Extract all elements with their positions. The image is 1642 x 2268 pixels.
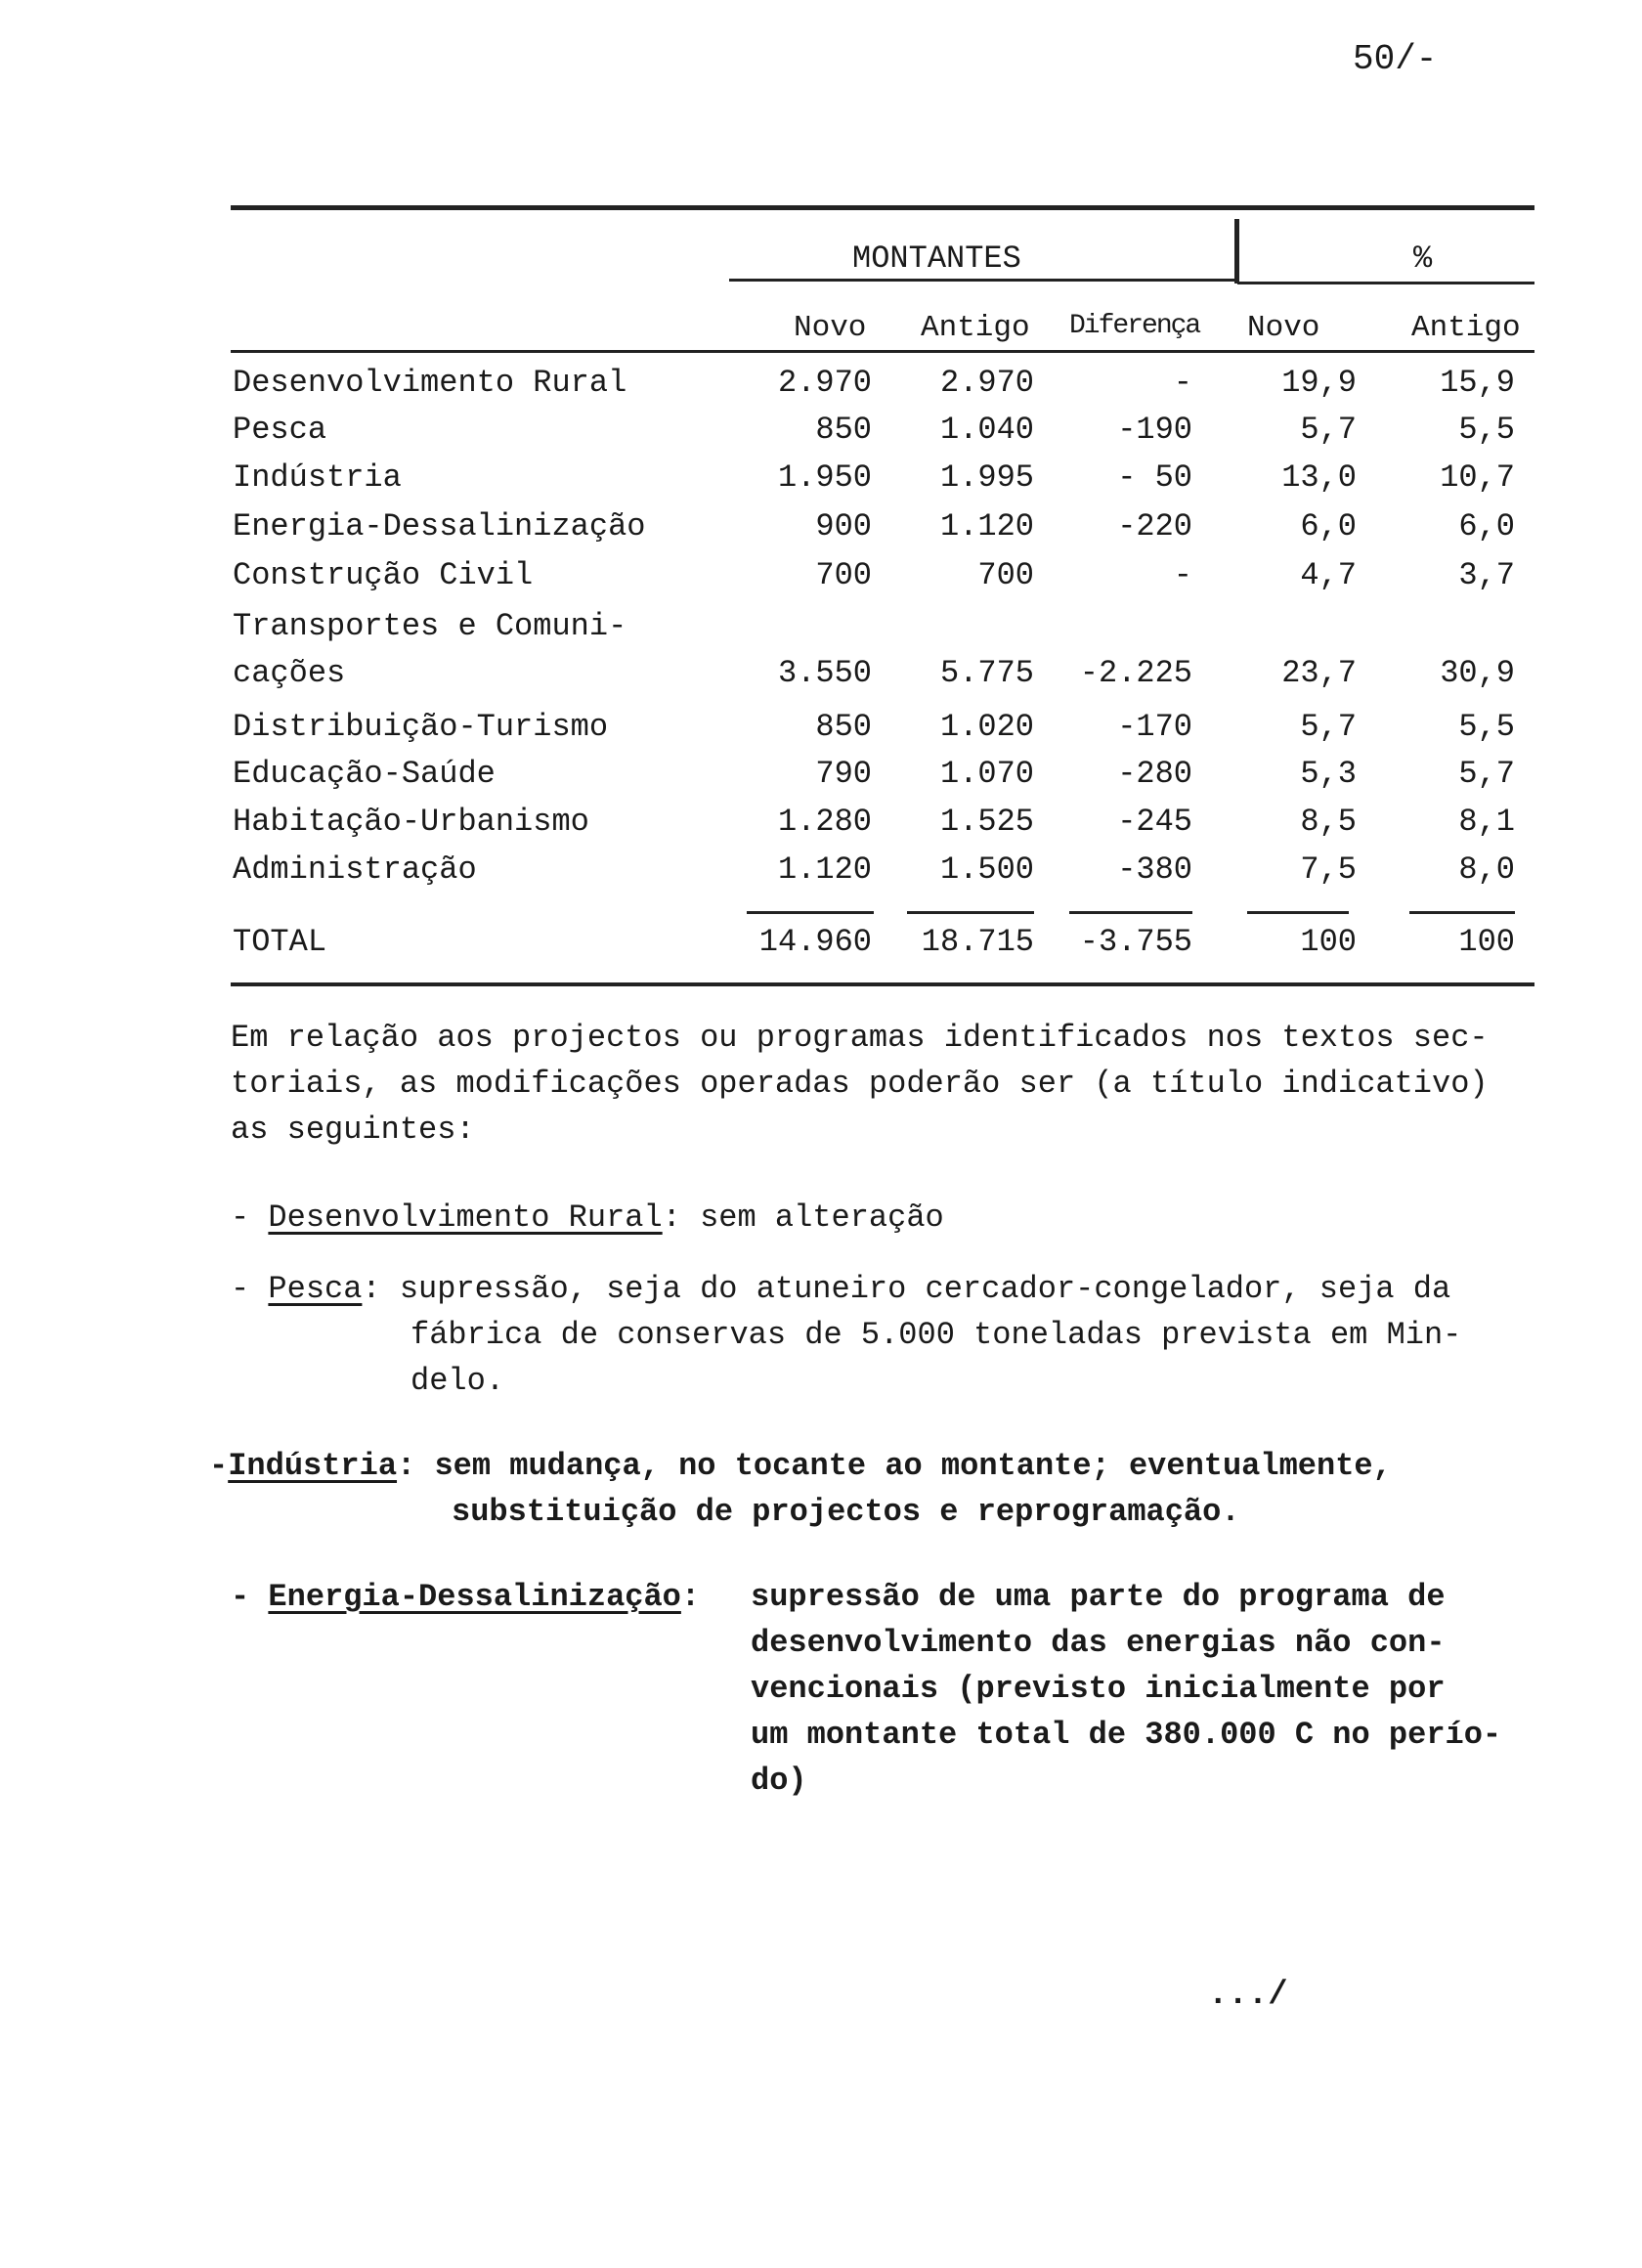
cell-pct-novo: 19,9 xyxy=(1281,365,1357,401)
cell-novo: 1.280 xyxy=(777,804,872,840)
cell-pct-novo: 7,5 xyxy=(1300,851,1357,888)
percent-rule xyxy=(1237,282,1534,284)
col-header-diferenca: Diferença xyxy=(1069,311,1200,341)
total-row xyxy=(231,924,1534,969)
table-row xyxy=(231,608,1534,653)
row-label: Administração xyxy=(233,851,477,888)
item-energia-line: vencionais (previsto inicialmente por xyxy=(751,1671,1446,1707)
table-row xyxy=(231,365,1534,410)
table-row xyxy=(231,412,1534,457)
row-label: Desenvolvimento Rural xyxy=(233,365,627,401)
cell-pct-antigo: 5,5 xyxy=(1458,709,1515,745)
montantes-rule xyxy=(729,279,1237,282)
item-rural xyxy=(231,1195,944,1241)
cell-pct-novo: 5,3 xyxy=(1300,756,1357,792)
cell-antigo: 2.970 xyxy=(939,365,1034,401)
cell-pct-antigo: 15,9 xyxy=(1440,365,1515,401)
item-industria-line: substituição de projectos e reprogramação. xyxy=(452,1494,1240,1530)
table-row xyxy=(231,508,1534,553)
cell-pct-novo: 6,0 xyxy=(1300,508,1357,545)
cell-pct-antigo: 6,0 xyxy=(1458,508,1515,545)
group-header-percent: % xyxy=(1413,240,1433,277)
item-text-pesca: : supressão, seja do atuneiro cercador-congelador, seja da xyxy=(362,1271,1451,1307)
total-diferenca: -3.755 xyxy=(1079,924,1192,960)
cell-pct-antigo: 8,1 xyxy=(1458,804,1515,840)
cell-antigo: 1.120 xyxy=(939,508,1034,545)
continuation-mark: .../ xyxy=(1208,1977,1288,2014)
table-row xyxy=(231,709,1534,754)
cell-pct-novo: 23,7 xyxy=(1281,655,1357,691)
total-novo: 14.960 xyxy=(758,924,872,960)
item-pesca-line: fábrica de conservas de 5.000 toneladas prevista em Min- xyxy=(410,1317,1462,1353)
item-dash: - xyxy=(231,1579,269,1615)
cell-novo: 850 xyxy=(815,412,872,448)
cell-diferenca: -380 xyxy=(1117,851,1192,888)
cell-antigo: 1.020 xyxy=(939,709,1034,745)
cell-pct-antigo: 3,7 xyxy=(1458,557,1515,593)
item-energia-heading xyxy=(231,1574,700,1620)
intro-line: Em relação aos projectos ou programas identificados nos textos sec- xyxy=(231,1020,1489,1056)
item-dash: - xyxy=(209,1448,229,1484)
cell-novo: 1.950 xyxy=(777,459,872,496)
row-label: Habitação-Urbanismo xyxy=(233,804,589,840)
header-rule xyxy=(231,350,1534,353)
table-bottom-rule xyxy=(231,982,1534,986)
row-label: Educação-Saúde xyxy=(233,756,496,792)
cell-novo: 700 xyxy=(815,557,872,593)
cell-antigo: 1.500 xyxy=(939,851,1034,888)
table-row xyxy=(231,557,1534,602)
item-text-rural: : sem alteração xyxy=(662,1199,944,1236)
row-label: Indústria xyxy=(233,459,402,496)
cell-pct-antigo: 10,7 xyxy=(1440,459,1515,496)
col-header-pct-antigo: Antigo xyxy=(1411,311,1521,345)
col-header-pct-novo: Novo xyxy=(1247,311,1320,345)
page-number: 50/- xyxy=(1353,39,1438,79)
table-row xyxy=(231,804,1534,849)
cell-diferenca: -220 xyxy=(1117,508,1192,545)
item-pesca-line: delo. xyxy=(410,1363,505,1399)
total-antigo: 18.715 xyxy=(921,924,1034,960)
item-title-industria: Indústria xyxy=(228,1448,398,1484)
group-divider xyxy=(1234,219,1239,284)
table-row xyxy=(231,459,1534,504)
cell-antigo: 5.775 xyxy=(939,655,1034,691)
cell-pct-antigo: 5,7 xyxy=(1458,756,1515,792)
cell-pct-antigo: 30,9 xyxy=(1440,655,1515,691)
cell-pct-antigo: 8,0 xyxy=(1458,851,1515,888)
intro-line: toriais, as modificações operadas poderão ser (a título indicativo) xyxy=(231,1066,1489,1102)
sum-line-pct-novo xyxy=(1247,911,1349,914)
item-title-energia: Energia-Dessalinização xyxy=(268,1579,681,1615)
total-pct-antigo: 100 xyxy=(1458,924,1515,960)
item-energia-line: do) xyxy=(751,1763,807,1799)
item-colon-energia: : xyxy=(680,1579,701,1615)
table-row xyxy=(231,851,1534,896)
cell-antigo: 700 xyxy=(977,557,1034,593)
group-header-montantes: MONTANTES xyxy=(852,240,1021,277)
item-title-rural: Desenvolvimento Rural xyxy=(268,1199,663,1236)
cell-antigo: 1.995 xyxy=(939,459,1034,496)
cell-novo: 1.120 xyxy=(777,851,872,888)
cell-diferenca: -2.225 xyxy=(1079,655,1192,691)
cell-pct-novo: 5,7 xyxy=(1300,412,1357,448)
cell-antigo: 1.070 xyxy=(939,756,1034,792)
cell-pct-novo: 13,0 xyxy=(1281,459,1357,496)
cell-novo: 900 xyxy=(815,508,872,545)
row-label: Pesca xyxy=(233,412,327,448)
cell-novo: 2.970 xyxy=(777,365,872,401)
item-title-pesca: Pesca xyxy=(268,1271,363,1307)
cell-diferenca: -245 xyxy=(1117,804,1192,840)
item-text-industria: : sem mudança, no tocante ao montante; eventualmente, xyxy=(397,1448,1392,1484)
cell-pct-novo: 8,5 xyxy=(1300,804,1357,840)
item-industria-line xyxy=(209,1443,1392,1489)
cell-pct-novo: 5,7 xyxy=(1300,709,1357,745)
sum-line-pct-antigo xyxy=(1409,911,1515,914)
item-dash: - xyxy=(231,1199,269,1236)
cell-diferenca: -170 xyxy=(1117,709,1192,745)
row-label: cações xyxy=(233,655,346,691)
cell-diferenca: - 50 xyxy=(1117,459,1192,496)
table-top-rule xyxy=(231,205,1534,210)
cell-antigo: 1.525 xyxy=(939,804,1034,840)
cell-novo: 790 xyxy=(815,756,872,792)
table-row xyxy=(231,655,1534,700)
item-energia-line: desenvolvimento das energias não con- xyxy=(751,1625,1446,1661)
sum-line-diferenca xyxy=(1069,911,1192,914)
cell-antigo: 1.040 xyxy=(939,412,1034,448)
cell-novo: 3.550 xyxy=(777,655,872,691)
col-header-novo: Novo xyxy=(794,311,867,345)
cell-diferenca: -280 xyxy=(1117,756,1192,792)
row-label: Transportes e Comuni- xyxy=(233,608,627,644)
cell-pct-antigo: 5,5 xyxy=(1458,412,1515,448)
row-label: Construção Civil xyxy=(233,557,534,593)
cell-novo: 850 xyxy=(815,709,872,745)
total-label: TOTAL xyxy=(233,924,327,960)
cell-diferenca: - xyxy=(1173,557,1192,593)
row-label: Energia-Dessalinização xyxy=(233,508,646,545)
intro-line: as seguintes: xyxy=(231,1112,475,1148)
sum-line-antigo xyxy=(907,911,1034,914)
item-dash: - xyxy=(231,1271,269,1307)
col-header-antigo: Antigo xyxy=(921,311,1030,345)
item-energia-line: supressão de uma parte do programa de xyxy=(751,1579,1446,1615)
table-row xyxy=(231,756,1534,801)
item-energia-line: um montante total de 380.000 C no perío- xyxy=(751,1717,1502,1753)
cell-diferenca: - xyxy=(1173,365,1192,401)
sum-line-novo xyxy=(747,911,874,914)
cell-pct-novo: 4,7 xyxy=(1300,557,1357,593)
total-pct-novo: 100 xyxy=(1300,924,1357,960)
row-label: Distribuição-Turismo xyxy=(233,709,609,745)
item-pesca-line xyxy=(231,1266,1450,1312)
cell-diferenca: -190 xyxy=(1117,412,1192,448)
